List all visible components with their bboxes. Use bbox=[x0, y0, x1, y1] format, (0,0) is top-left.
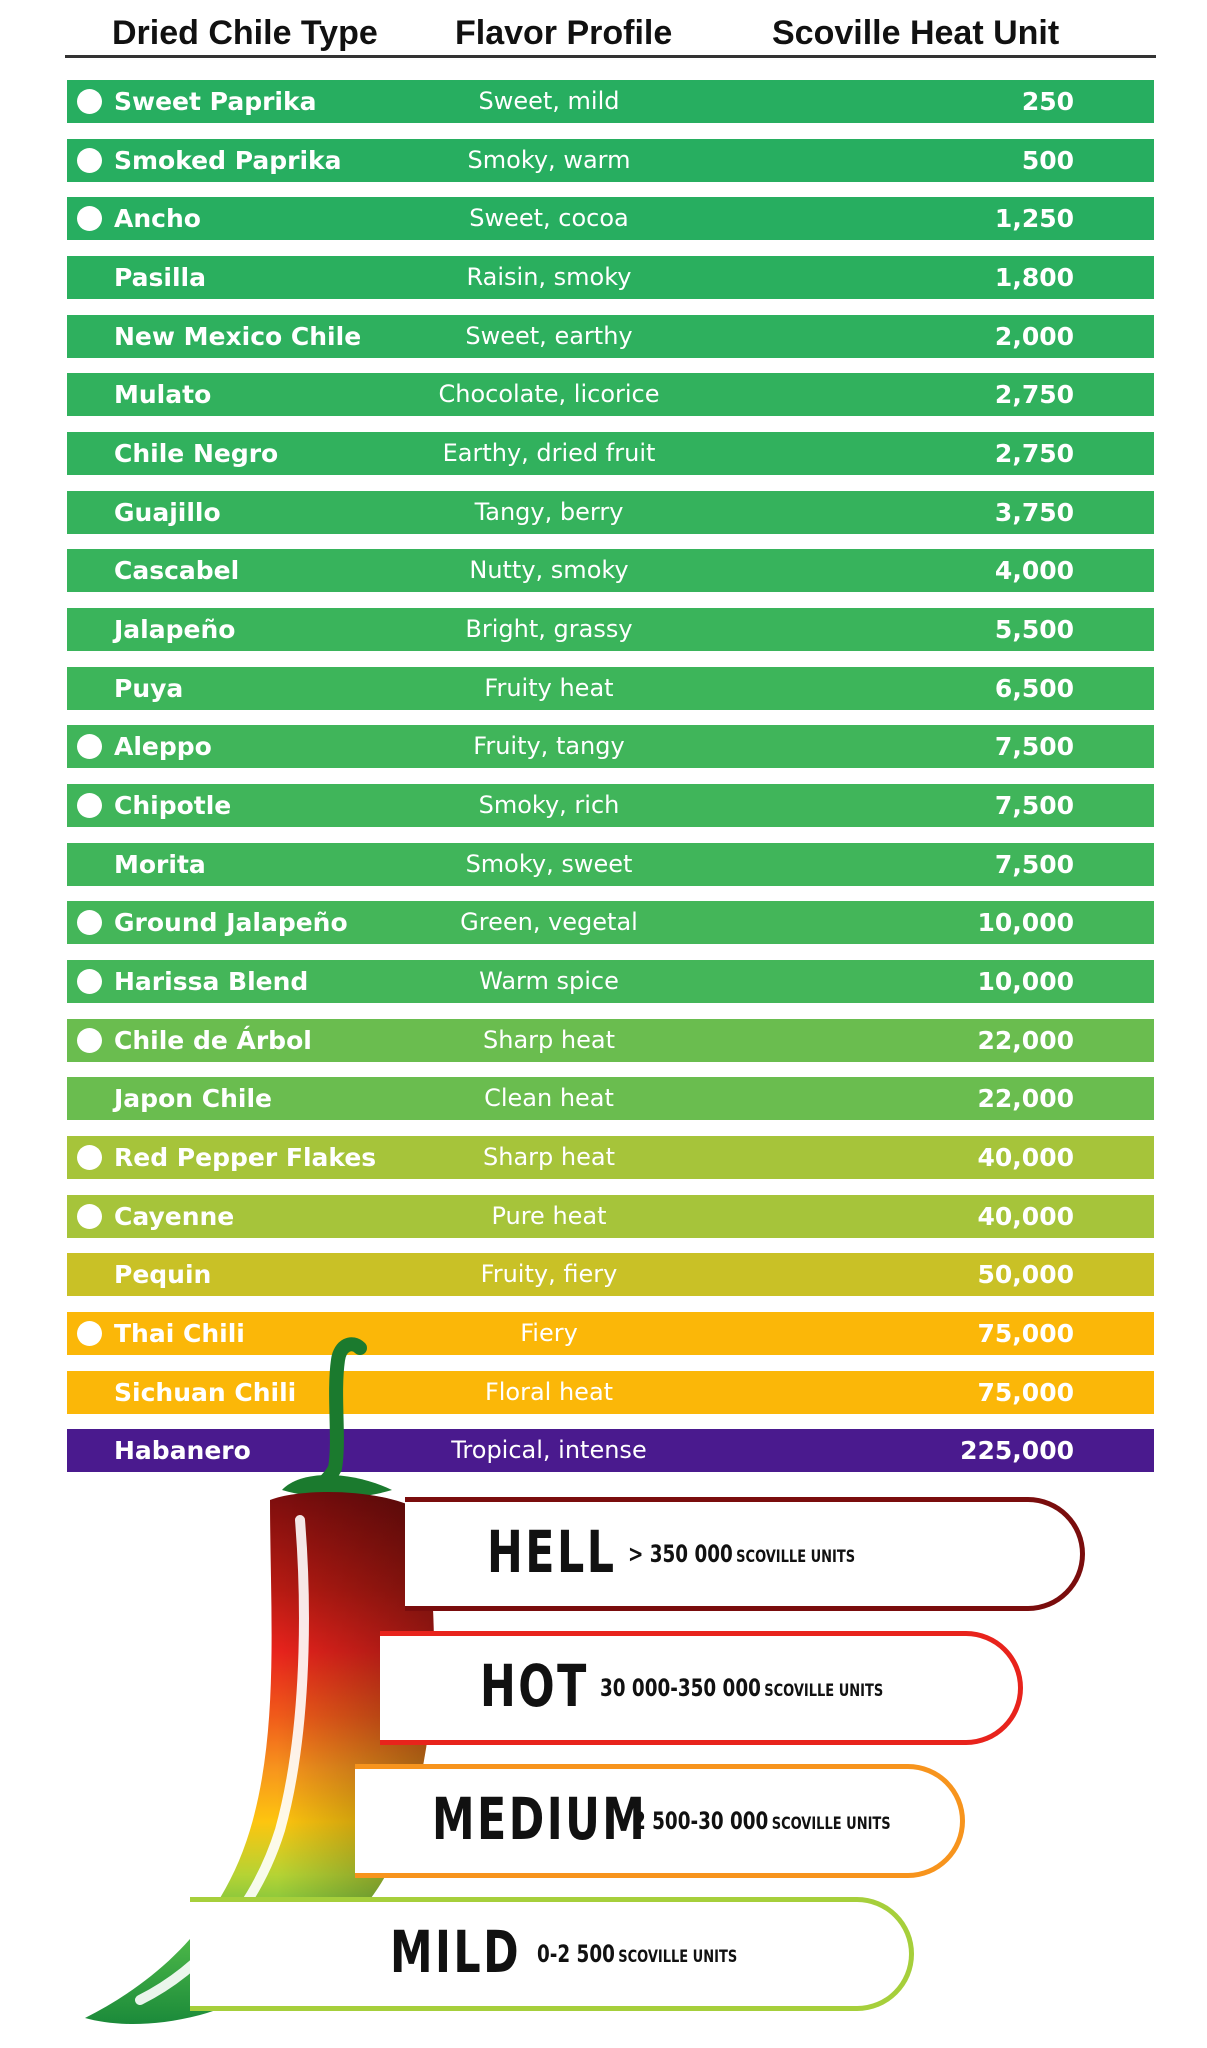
column-header-shu: Scoville Heat Unit bbox=[772, 14, 1060, 52]
chile-name: Harissa Blend bbox=[114, 967, 309, 997]
table-row bbox=[67, 784, 1154, 827]
chile-name: Aleppo bbox=[114, 732, 212, 762]
flavor-profile: Warm spice bbox=[479, 967, 619, 996]
scoville-value: 40,000 bbox=[977, 1201, 1074, 1231]
table-row bbox=[67, 608, 1154, 651]
flavor-profile: Fruity, fiery bbox=[480, 1260, 618, 1289]
scale-hot-range: 30 000-350 000 SCOVILLE UNITS bbox=[600, 1674, 884, 1702]
chile-name: Puya bbox=[114, 673, 184, 703]
bullet-dot-icon bbox=[77, 793, 102, 818]
chile-name: Chipotle bbox=[114, 791, 232, 821]
scoville-value: 3,750 bbox=[994, 497, 1074, 527]
flavor-profile: Sharp heat bbox=[483, 1025, 615, 1054]
chile-name: Jalapeño bbox=[114, 615, 236, 645]
table-row bbox=[67, 1077, 1154, 1120]
scale-mild-label: MILD bbox=[390, 1918, 522, 1986]
table-row bbox=[67, 256, 1154, 299]
table-row bbox=[67, 1019, 1154, 1062]
chile-name: Pasilla bbox=[114, 263, 206, 292]
table-row bbox=[67, 901, 1154, 944]
scoville-value: 1,250 bbox=[994, 204, 1074, 234]
scoville-value: 225,000 bbox=[960, 1436, 1074, 1466]
scoville-value: 10,000 bbox=[977, 967, 1074, 997]
bullet-dot-icon bbox=[77, 89, 102, 114]
chile-name: Japon Chile bbox=[114, 1084, 272, 1114]
scoville-value: 2,750 bbox=[994, 380, 1074, 410]
scale-hell-label: HELL bbox=[487, 1518, 617, 1586]
chile-name: Chile de Árbol bbox=[114, 1025, 312, 1055]
table-row bbox=[67, 1253, 1154, 1296]
scoville-value: 50,000 bbox=[977, 1260, 1074, 1290]
chile-name: Mulato bbox=[114, 380, 212, 410]
table-row bbox=[67, 315, 1154, 358]
bullet-dot-icon bbox=[77, 734, 102, 759]
flavor-profile: Clean heat bbox=[484, 1084, 614, 1113]
chile-name: Habanero bbox=[114, 1436, 251, 1466]
scoville-value: 2,750 bbox=[994, 439, 1074, 469]
flavor-profile: Pure heat bbox=[491, 1201, 607, 1230]
flavor-profile: Sweet, cocoa bbox=[469, 204, 629, 233]
header-rule bbox=[65, 55, 1156, 58]
column-header-flavor: Flavor Profile bbox=[455, 14, 673, 52]
chile-name: Pequin bbox=[114, 1260, 212, 1290]
flavor-profile: Fiery bbox=[520, 1319, 578, 1348]
chile-name: New Mexico Chile bbox=[114, 321, 362, 351]
table-row bbox=[67, 432, 1154, 475]
chile-name: Cayenne bbox=[114, 1201, 235, 1231]
chile-name: Sichuan Chili bbox=[114, 1377, 297, 1407]
scale-medium-label: MEDIUM bbox=[432, 1785, 648, 1853]
chile-name: Ground Jalapeño bbox=[114, 908, 348, 938]
table-row bbox=[67, 80, 1154, 123]
scoville-value: 6,500 bbox=[994, 673, 1074, 703]
flavor-profile: Smoky, sweet bbox=[465, 849, 633, 878]
scale-medium-range: 2 500-30 000 SCOVILLE UNITS bbox=[633, 1807, 891, 1835]
chile-name: Thai Chili bbox=[114, 1319, 245, 1349]
table-row bbox=[67, 725, 1154, 768]
scoville-value: 500 bbox=[1021, 145, 1074, 175]
scoville-value: 22,000 bbox=[977, 1025, 1074, 1055]
table-row bbox=[67, 1195, 1154, 1238]
table-row bbox=[67, 843, 1154, 886]
flavor-profile: Sharp heat bbox=[483, 1143, 615, 1172]
flavor-profile: Smoky, warm bbox=[467, 145, 631, 174]
flavor-profile: Earthy, dried fruit bbox=[442, 439, 656, 468]
scoville-value: 22,000 bbox=[977, 1084, 1074, 1114]
table-row bbox=[67, 491, 1154, 534]
flavor-profile: Smoky, rich bbox=[478, 791, 620, 820]
chile-name: Red Pepper Flakes bbox=[114, 1143, 377, 1173]
table-row bbox=[67, 549, 1154, 592]
table-row bbox=[67, 197, 1154, 240]
flavor-profile: Chocolate, licorice bbox=[438, 380, 660, 409]
bullet-dot-icon bbox=[77, 206, 102, 231]
scoville-value: 7,500 bbox=[994, 791, 1074, 821]
bullet-dot-icon bbox=[77, 1145, 102, 1170]
flavor-profile: Bright, grassy bbox=[465, 615, 633, 644]
bullet-dot-icon bbox=[77, 148, 102, 173]
table-row bbox=[67, 667, 1154, 710]
column-header-type: Dried Chile Type bbox=[112, 14, 378, 52]
scoville-value: 4,000 bbox=[994, 556, 1074, 586]
flavor-profile: Sweet, mild bbox=[478, 87, 620, 115]
flavor-profile: Fruity heat bbox=[484, 673, 614, 702]
scoville-value: 7,500 bbox=[994, 732, 1074, 762]
flavor-profile: Tangy, berry bbox=[474, 497, 624, 526]
chile-name: Ancho bbox=[114, 204, 201, 234]
scoville-value: 5,500 bbox=[994, 615, 1074, 645]
chile-name: Morita bbox=[114, 849, 206, 879]
scoville-value: 75,000 bbox=[977, 1377, 1074, 1407]
scale-hot-label: HOT bbox=[480, 1652, 589, 1720]
flavor-profile: Floral heat bbox=[484, 1377, 614, 1406]
bullet-dot-icon bbox=[77, 1204, 102, 1229]
chile-name: Chile Negro bbox=[114, 439, 279, 469]
table-row bbox=[67, 960, 1154, 1003]
flavor-profile: Tropical, intense bbox=[451, 1436, 647, 1465]
flavor-profile: Sweet, earthy bbox=[465, 321, 633, 350]
table-row bbox=[67, 1136, 1154, 1179]
scoville-value: 7,500 bbox=[994, 849, 1074, 879]
scoville-value: 75,000 bbox=[977, 1319, 1074, 1349]
chile-name: Guajillo bbox=[114, 497, 221, 527]
scoville-value: 2,000 bbox=[994, 321, 1074, 351]
flavor-profile: Green, vegetal bbox=[460, 908, 638, 937]
bullet-dot-icon bbox=[77, 910, 102, 935]
flavor-profile: Nutty, smoky bbox=[469, 556, 629, 585]
scale-mild-range: 0-2 500 SCOVILLE UNITS bbox=[537, 1940, 738, 1968]
scoville-value: 1,800 bbox=[994, 263, 1074, 292]
scoville-value: 40,000 bbox=[977, 1143, 1074, 1173]
table-row bbox=[67, 139, 1154, 182]
chile-name: Smoked Paprika bbox=[114, 145, 342, 175]
scoville-value: 10,000 bbox=[977, 908, 1074, 938]
flavor-profile: Raisin, smoky bbox=[466, 263, 632, 291]
bullet-dot-icon bbox=[77, 969, 102, 994]
table-row bbox=[67, 373, 1154, 416]
bullet-dot-icon bbox=[77, 1028, 102, 1053]
chile-name: Cascabel bbox=[114, 556, 240, 586]
scale-hell-range: > 350 000 SCOVILLE UNITS bbox=[628, 1540, 856, 1568]
scoville-value: 250 bbox=[1021, 87, 1074, 116]
chile-name: Sweet Paprika bbox=[114, 87, 317, 116]
flavor-profile: Fruity, tangy bbox=[473, 732, 625, 761]
